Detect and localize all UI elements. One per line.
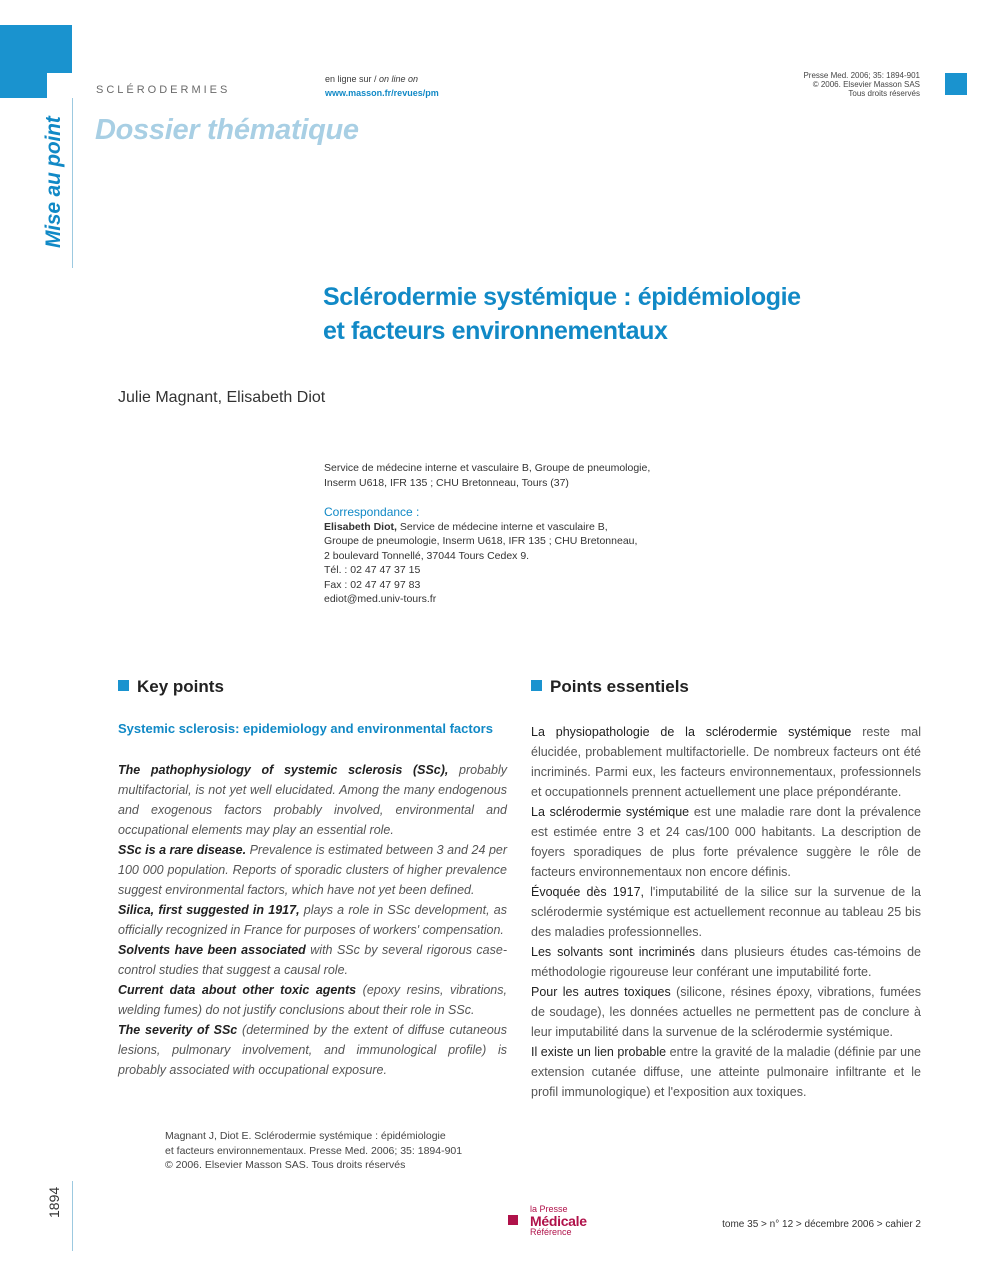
key-point-lead: The pathophysiology of systemic sclerosis (SSc), <box>118 763 449 777</box>
key-point-text: (determined by the extent of diffuse cutaneous lesions, pulmonary involvement, and immunological profile) is probably associated with occupational exposure. <box>118 1023 508 1077</box>
section-vertical-label: Mise au point <box>42 116 65 248</box>
square-bullet-icon <box>531 680 542 691</box>
corner-notch-decoration <box>47 73 72 98</box>
point-essentiel-lead: Évoquée dès 1917, <box>531 885 645 899</box>
correspondence-tel: Tél. : 02 47 47 37 15 <box>324 564 421 576</box>
correspondence-email-link[interactable]: ediot@med.univ-tours.fr <box>324 593 437 605</box>
point-essentiel-text: (silicone, résines époxy, vibrations, fumées de soudage), les données actuelles ne permettent pas de conclure à leur imputabilité dans la survenue de la sclérodermie systémique. <box>531 985 921 1039</box>
key-point-text: probably multifactorial, is not yet well elucidated. Among the many endogenous and exogenous factors probably involved, environmental and occupational elements may play an essential role. <box>118 763 507 837</box>
key-point-item <box>118 840 507 900</box>
affiliation-line: Inserm U618, IFR 135 ; CHU Bretonneau, Tours (37) <box>324 477 569 489</box>
points-essentiels-heading <box>531 677 689 697</box>
key-point-lead: Solvents have been associated <box>118 943 306 957</box>
key-point-lead: Silica, first suggested in 1917, <box>118 903 300 917</box>
logo-line: la Presse <box>530 1204 568 1214</box>
correspondence-line: Groupe de pneumologie, Inserm U618, IFR 135 ; CHU Bretonneau, <box>324 535 638 547</box>
correspondence-address: 2 boulevard Tonnellé, 37044 Tours Cedex 9. <box>324 549 530 562</box>
point-essentiel-item <box>531 982 921 1042</box>
key-point-text: with SSc by several rigorous case-control studies that suggest a causal role. <box>118 943 507 977</box>
citation-line: © 2006. Elsevier Masson SAS. Tous droits réservés <box>165 1159 406 1171</box>
logo-line: Médicale <box>530 1213 587 1229</box>
key-points-heading-text: Key points <box>137 677 224 696</box>
key-points-body <box>118 760 507 1080</box>
key-point-lead: Current data about other toxic agents <box>118 983 357 997</box>
key-points-heading <box>118 677 224 697</box>
key-point-item <box>118 940 507 980</box>
key-points-subtitle: Systemic sclerosis: epidemiology and environmental factors <box>118 721 493 736</box>
key-point-item <box>118 980 507 1020</box>
online-label-en: on line on <box>379 74 419 84</box>
correspondence-block <box>324 505 637 607</box>
point-essentiel-lead: Il existe un lien probable <box>531 1045 667 1059</box>
correspondence-name: Elisabeth Diot, <box>324 520 397 533</box>
journal-reference <box>803 71 920 98</box>
vertical-rule-top <box>72 98 73 268</box>
section-kicker: SCLÉRODERMIES <box>96 84 231 96</box>
point-essentiel-text: reste mal élucidée, probablement multifactorielle. De nombreux facteurs ont été incriminés. Parmi eux, les facteurs environnementaux, professionnels et occupationnels prennent actuellement une place prépondérante. <box>531 725 921 799</box>
issue-info: tome 35 > n° 12 > décembre 2006 > cahier 2 <box>722 1219 921 1230</box>
logo-text <box>530 1205 587 1237</box>
correspondence-line: Service de médecine interne et vasculaire B, <box>396 520 608 533</box>
article-title <box>323 280 801 348</box>
vertical-rule-bottom <box>72 1181 73 1251</box>
point-essentiel-item <box>531 942 921 982</box>
key-point-text: plays a role in SSc development, as officially recognized in France for purposes of workers' compensation. <box>118 903 507 937</box>
affiliation <box>324 461 650 491</box>
key-point-lead: SSc is a rare disease. <box>118 843 247 857</box>
key-point-item <box>118 1020 507 1080</box>
point-essentiel-item <box>531 802 921 882</box>
point-essentiel-item <box>531 1042 921 1102</box>
square-bullet-icon <box>118 680 129 691</box>
article-title-line: Sclérodermie systémique : épidémiologie <box>323 283 801 311</box>
point-essentiel-text: entre la gravité de la maladie (définie par une extension cutanée diffuse, une atteinte pulmonaire infiltrante et le profil immunologique) et l'exposition aux toxiques. <box>531 1045 921 1099</box>
point-essentiel-lead: La sclérodermie systémique <box>531 805 690 819</box>
article-title-line: et facteurs environnementaux <box>323 317 668 345</box>
point-essentiel-lead: Pour les autres toxiques <box>531 985 671 999</box>
journal-ref-line: Presse Med. 2006; 35: 1894-901 <box>803 71 920 80</box>
points-essentiels-heading-text: Points essentiels <box>550 677 689 696</box>
point-essentiel-text: l'imputabilité de la silice sur la survenue de la sclérodermie systémique est actuellement reconnue au tableau 25 bis des maladies professionnelles. <box>531 885 921 939</box>
point-essentiel-lead: Les solvants sont incriminés <box>531 945 695 959</box>
corner-square-decoration <box>945 73 967 95</box>
authors: Julie Magnant, Elisabeth Diot <box>118 389 326 406</box>
key-point-lead: The severity of SSc <box>118 1023 238 1037</box>
point-essentiel-item <box>531 722 921 802</box>
points-essentiels-body <box>531 722 921 1102</box>
dossier-title: Dossier thématique <box>95 114 359 146</box>
point-essentiel-lead: La physiopathologie de la sclérodermie systémique <box>531 725 852 739</box>
journal-ref-line: Tous droits réservés <box>848 89 920 98</box>
point-essentiel-text: est une maladie rare dont la prévalence est estimée entre 3 et 24 cas/100 000 habitants. La description de foyers sporadiques de plus forte prévalence suggère le rôle de facteurs environnementaux non encore définis. <box>531 805 921 879</box>
online-url-link[interactable]: www.masson.fr/revues/pm <box>325 88 439 98</box>
correspondence-fax: Fax : 02 47 47 97 83 <box>324 578 421 591</box>
correspondence-heading: Correspondance : <box>324 505 420 519</box>
logo-square-icon <box>508 1215 518 1225</box>
citation-line: et facteurs environnementaux. Presse Med. 2006; 35: 1894-901 <box>165 1144 463 1157</box>
key-point-text: Prevalence is estimated between 3 and 24 per 100 000 population. Reports of sporadic clusters of higher prevalence suggest environmental factors, which have not yet been defined. <box>118 843 508 897</box>
journal-ref-line: © 2006. Elsevier Masson SAS <box>812 80 920 89</box>
point-essentiel-text: dans plusieurs études cas-témoins de méthodologie rigoureuse leur conférant une imputabilité forte. <box>531 945 921 979</box>
citation-line: Magnant J, Diot E. Sclérodermie systémique : épidémiologie <box>165 1130 446 1142</box>
key-point-item <box>118 760 507 840</box>
point-essentiel-item <box>531 882 921 942</box>
online-availability <box>325 72 439 100</box>
affiliation-line: Service de médecine interne et vasculaire B, Groupe de pneumologie, <box>324 462 651 474</box>
logo-line: Référence <box>530 1227 572 1237</box>
citation-block <box>165 1129 462 1173</box>
page-number: 1894 <box>46 1186 62 1218</box>
key-point-item <box>118 900 507 940</box>
key-point-text: (epoxy resins, vibrations, welding fumes) do not justify conclusions about their role in SSc. <box>118 983 507 1017</box>
online-label-fr: en ligne sur / <box>325 74 380 84</box>
